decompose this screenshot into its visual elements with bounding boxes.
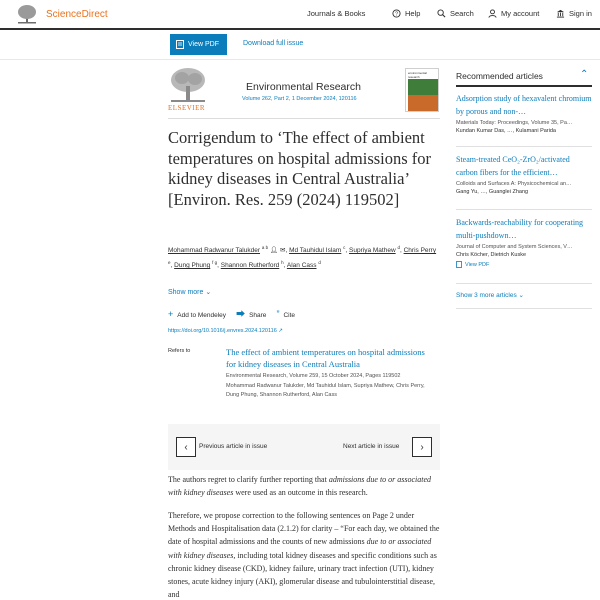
search-link[interactable] [437,9,474,18]
view-pdf-button[interactable] [170,34,227,55]
next-article-button[interactable] [412,437,432,457]
author-link[interactable]: Chris Perry [403,247,437,255]
body-emphasis: due to or associated with kidney diseases, [168,537,432,560]
quote-icon: ” [276,308,280,319]
author-affiliation[interactable]: c [343,245,346,250]
elsevier-wordmark: ELSEVIER [168,104,206,112]
body-text: Therefore, we propose correction to the following sentences on Page 2 under Methods and Hospitalisation data (2.1.2) for clarity – “For each day, we obtained the date of hospital admissions and the counts of new admissions [168,511,440,547]
external-link-icon: ↗ [278,328,283,334]
search-label: Search [450,9,474,18]
sign-in-link[interactable] [556,9,592,18]
author-link[interactable]: Shannon Rutherford [220,262,280,270]
svg-text:?: ? [395,11,398,18]
collapse-chevron-up-icon[interactable]: ⌃ [580,69,589,80]
cite-label: Cite [283,311,295,319]
author-affiliation[interactable]: e [168,260,171,266]
add-to-mendeley-button[interactable] [168,309,226,319]
journal-divider [168,118,440,119]
my-account-link[interactable] [488,9,539,18]
recommended-article-authors: Kundan Kumar Das, …, Kulamani Parida [456,128,556,134]
help-icon [392,9,401,18]
doi-link[interactable] [168,328,283,334]
author-affiliation[interactable]: d [397,245,400,250]
recommended-article-journal: Materials Today: Proceedings, Volume 35, Pa… [456,120,573,126]
body-emphasis: admissions due to or associated with kidney diseases [168,475,432,498]
article-actions [168,307,295,320]
recommended-article-authors: Chris Köcher, Dietrich Kuske [456,252,526,258]
recommended-article [456,93,592,134]
recommended-view-pdf-label: View PDF [465,261,490,268]
referenced-article-meta [226,372,436,401]
search-icon [437,9,446,18]
body-text: including total kidney diseases and specific conditions such as chronic kidney disease (CKD), kidney failure, urinary tract infection (UTI), kidney stones, acute kidney injury (AKI), glomerular disease and tubulointerstitial disease, and [168,550,437,600]
add-to-mendeley-label: Add to Mendeley [177,311,227,319]
recommended-article-authors: Gang Yu, …, Guanglei Zhang [456,189,529,195]
journal-cover-image[interactable] [405,68,439,112]
share-button[interactable] [236,307,266,320]
download-full-issue-link[interactable]: Download full issue [243,40,304,47]
cover-title: environmental research [408,71,427,79]
body-text: were used as an outcome in this research. [233,488,368,498]
author-link[interactable]: Supriya Mathew [349,247,396,255]
show-more-articles-label: Show 3 more articles [456,292,517,299]
author-link[interactable]: Md Tauhidul Islam [289,247,342,255]
my-account-label: My account [501,9,540,18]
recommendation-divider [456,146,592,147]
body-text: The authors regret to clarify further reporting that [168,475,329,484]
recommended-article-title[interactable]: Backwards-reachability for cooperating multi-pushdown… [456,218,584,240]
chevron-down-icon: ⌄ [518,292,524,299]
share-icon: ⮕ [236,309,246,319]
mail-icon[interactable]: ✉ [279,247,286,255]
chevron-left-icon: ‹ [184,441,188,453]
person-icon[interactable]: 👤︎ [269,247,279,255]
sign-in-label: Sign in [569,9,592,18]
article-title: Corrigendum to ‘The effect of ambient temperatures on hospital admissions for kidney diseases in Central Australia’ [Environ. Res. 259 (2024) 119502] [168,128,432,209]
recommended-article [456,154,592,195]
previous-article-label[interactable]: Previous article in issue [199,443,268,450]
plus-icon: + [168,308,174,319]
author-affiliation[interactable]: h [281,260,284,266]
elsevier-logo-icon[interactable] [16,4,38,24]
next-article-label[interactable]: Next article in issue [343,443,400,450]
elsevier-tree-logo-icon[interactable] [168,66,208,104]
show-more-articles-button[interactable] [456,291,524,299]
author-affiliation[interactable]: a b [261,245,269,250]
author-list: Mohammad Radwanur Talukder $^{a b}$ 👤︎ ✉, Md Tauhidul Islam $^c$, Supriya Mathew $^d$, Chris Perry $^e$, Dung Phung $^{f g}$, Shannon Rutherford $^h$, Alan Cass $^d$ [168,245,437,270]
journals-books-link[interactable] [307,9,365,18]
journal-volume[interactable]: Volume 262, Part 2, 1 December 2024, 120116 [242,96,357,102]
body-paragraph [168,473,440,499]
author-link[interactable]: Alan Cass [286,262,317,270]
doi-text: https://doi.org/10.1016/j.envres.2024.120116 [168,328,277,334]
recommended-article [456,217,592,268]
refers-to-label: Refers to [168,348,191,354]
show-more-label: Show more [168,289,204,296]
author-affiliation[interactable]: f g [212,260,218,266]
author-link[interactable]: Mohammad Radwanur Talukder [168,247,261,255]
referenced-article-source: Environmental Research, Volume 259, 15 October 2024, Pages 119502 [226,373,401,379]
recommended-article-title[interactable]: Steam-treated CeO₂-ZrO₂/activated carbon fibers for the efficient… [456,155,570,177]
journal-title[interactable]: Environmental Research [246,81,361,93]
author-affiliation[interactable]: d [318,260,321,266]
recommendation-divider [456,283,592,284]
show-more-button[interactable] [168,288,211,296]
pdf-icon [456,261,462,268]
user-icon [488,9,497,18]
recommended-articles-title: Recommended articles [456,71,543,81]
help-label: Help [405,9,421,18]
referenced-article-title[interactable]: The effect of ambient temperatures on hospital admissions for kidney diseases in Central Australia [226,347,425,369]
chevron-right-icon: › [420,441,424,453]
share-label: Share [249,312,267,319]
referenced-article-authors: Mohammad Radwanur Talukder, Md Tauhidul Islam, Supriya Mathew, Chris Perry, Dung Phung, Shannon Rutherford, Alan Cass [226,382,425,398]
sciencedirect-brand[interactable]: ScienceDirect [46,9,108,20]
journals-books-label: Journals & Books [307,9,366,18]
help-link[interactable] [392,9,420,18]
recommended-article-journal: Journal of Computer and System Sciences, V… [456,244,573,250]
recommendation-divider [456,209,592,210]
cite-button[interactable] [276,309,295,319]
chevron-down-icon: ⌄ [205,289,212,296]
recommended-article-title[interactable]: Adsorption study of hexavalent chromium by porous and non-… [456,94,592,116]
sidebar-bottom-divider [456,308,592,309]
body-paragraph [168,509,440,600]
institution-icon [556,9,565,18]
view-pdf-label: View PDF [188,41,219,48]
author-link[interactable]: Dung Phung [174,262,211,270]
previous-article-button[interactable] [176,437,196,457]
recommended-view-pdf-link[interactable] [456,261,592,268]
recommended-article-journal: Colloids and Surfaces A: Physicochemical an… [456,181,572,187]
sidebar-divider [456,85,592,87]
pdf-icon [176,40,184,49]
